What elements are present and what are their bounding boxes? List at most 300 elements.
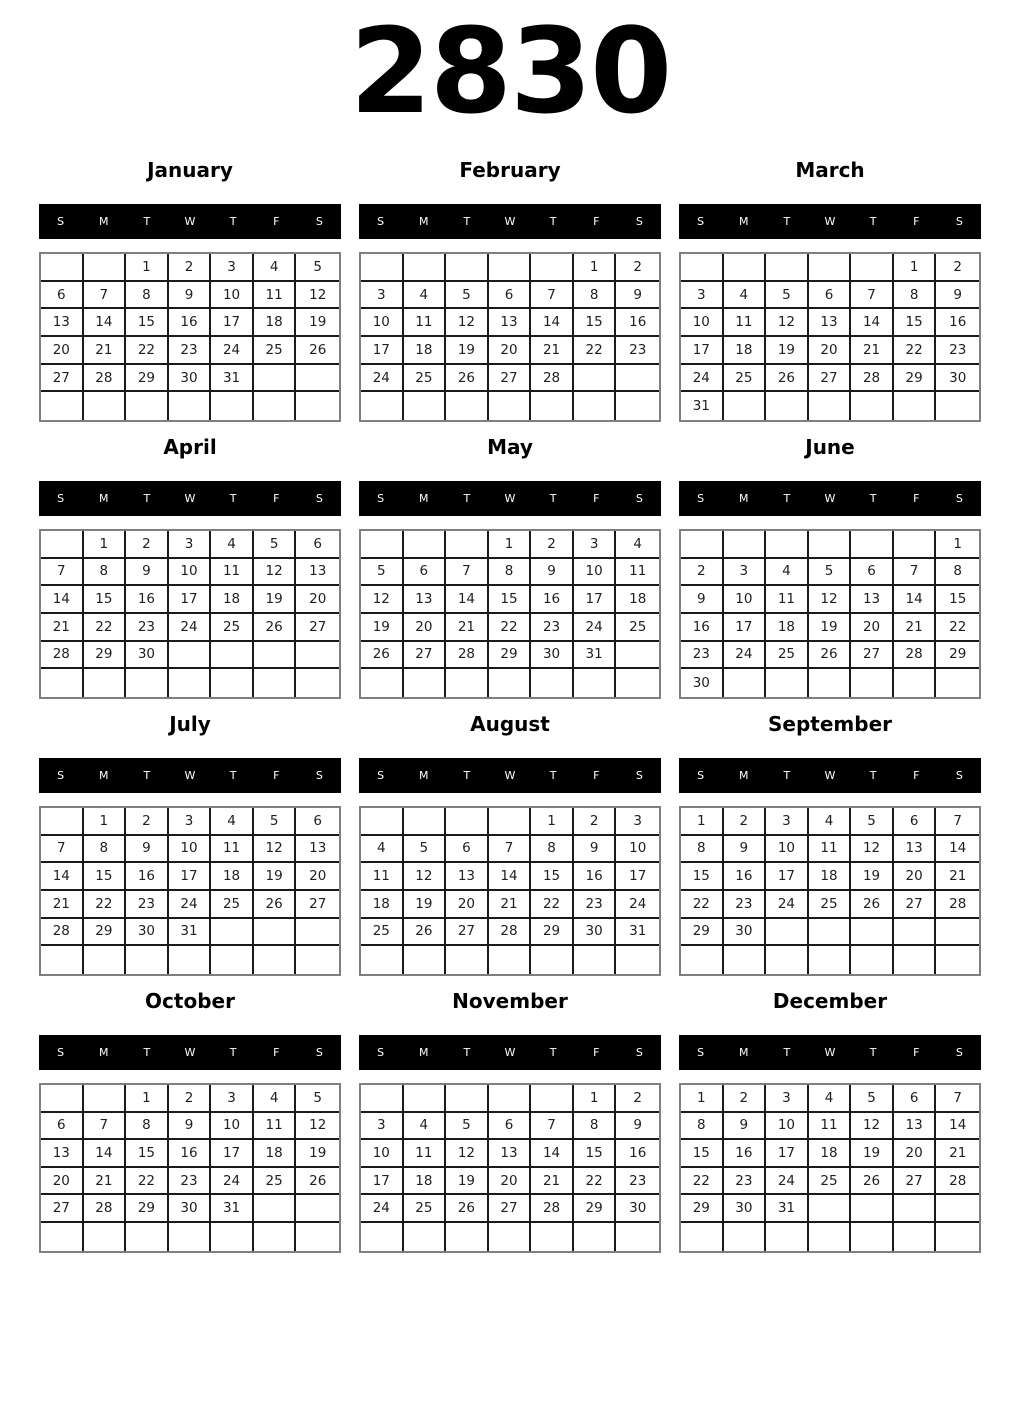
date-cell: 14 [446, 586, 489, 614]
date-cell: 23 [681, 642, 724, 670]
date-cell: 11 [361, 863, 404, 891]
date-cell: 14 [531, 309, 574, 337]
date-cell: 15 [894, 309, 937, 337]
empty-date-cell [446, 808, 489, 836]
date-cell: 15 [489, 586, 532, 614]
empty-date-cell [169, 669, 212, 697]
date-cell: 22 [574, 1168, 617, 1196]
date-cell: 22 [681, 891, 724, 919]
date-cell: 20 [296, 586, 339, 614]
date-cell: 22 [126, 1168, 169, 1196]
date-cell: 18 [254, 309, 297, 337]
date-cell: 3 [211, 1085, 254, 1113]
weekday-label: W [504, 1045, 516, 1059]
date-cell: 12 [446, 1140, 489, 1168]
empty-date-cell [254, 642, 297, 670]
date-cell: 13 [851, 586, 894, 614]
month-block [679, 158, 981, 422]
empty-date-cell [894, 1223, 937, 1251]
weekday-label: F [913, 768, 920, 782]
date-cell: 10 [574, 559, 617, 587]
month-title: December [772, 988, 888, 1013]
weekday-header-row [39, 758, 341, 793]
empty-date-cell [724, 669, 767, 697]
empty-date-cell [296, 392, 339, 420]
empty-date-cell [296, 946, 339, 974]
weekday-label: S [377, 215, 385, 229]
date-cell: 4 [404, 1113, 447, 1141]
date-cell: 23 [616, 337, 659, 365]
date-cell: 13 [296, 836, 339, 864]
date-cell: 11 [254, 282, 297, 310]
date-cell: 27 [489, 365, 532, 393]
date-cell: 24 [211, 337, 254, 365]
date-cell: 30 [724, 919, 767, 947]
date-cell: 20 [489, 337, 532, 365]
weekday-label: F [913, 1045, 920, 1059]
empty-date-cell [84, 254, 127, 282]
empty-date-cell [489, 808, 532, 836]
date-cell: 9 [169, 1113, 212, 1141]
date-cell: 20 [404, 614, 447, 642]
date-cell: 22 [84, 614, 127, 642]
date-cell: 9 [724, 1113, 767, 1141]
date-cell: 6 [894, 808, 937, 836]
weekday-label: M [98, 491, 109, 505]
empty-date-cell [766, 254, 809, 282]
date-cell: 26 [766, 365, 809, 393]
date-cell: 5 [296, 254, 339, 282]
date-cell: 11 [766, 586, 809, 614]
empty-date-cell [766, 669, 809, 697]
weekday-label: S [315, 215, 323, 229]
weekday-label: S [57, 215, 65, 229]
weekday-label: S [315, 1045, 323, 1059]
date-cell: 3 [361, 282, 404, 310]
weekday-label: M [738, 491, 749, 505]
weekday-label: S [315, 491, 323, 505]
weekday-header-row [679, 204, 981, 239]
empty-date-cell [531, 1085, 574, 1113]
date-grid [679, 252, 981, 422]
weekday-header-row [679, 1035, 981, 1070]
empty-date-cell [531, 254, 574, 282]
date-cell: 27 [296, 614, 339, 642]
weekday-label: M [738, 215, 749, 229]
empty-date-cell [724, 946, 767, 974]
empty-date-cell [404, 669, 447, 697]
weekday-label: F [273, 1045, 280, 1059]
date-cell: 13 [404, 586, 447, 614]
date-cell: 30 [169, 1195, 212, 1223]
date-cell: 15 [126, 309, 169, 337]
date-cell: 1 [574, 254, 617, 282]
month-title: February [459, 158, 561, 183]
date-cell: 22 [531, 891, 574, 919]
weekday-label: T [143, 1045, 151, 1059]
empty-date-cell [296, 919, 339, 947]
empty-date-cell [809, 392, 852, 420]
month-block [679, 435, 981, 699]
date-cell: 23 [724, 1168, 767, 1196]
date-cell: 6 [296, 808, 339, 836]
date-cell: 1 [84, 808, 127, 836]
date-cell: 31 [211, 365, 254, 393]
date-cell: 26 [254, 891, 297, 919]
date-cell: 20 [809, 337, 852, 365]
month-block [359, 158, 661, 422]
date-grid [679, 806, 981, 976]
empty-date-cell [126, 669, 169, 697]
date-cell: 10 [361, 309, 404, 337]
date-cell: 3 [574, 531, 617, 559]
date-cell: 13 [489, 1140, 532, 1168]
date-cell: 13 [41, 309, 84, 337]
date-cell: 1 [574, 1085, 617, 1113]
date-cell: 1 [681, 808, 724, 836]
empty-date-cell [531, 1223, 574, 1251]
date-cell: 23 [724, 891, 767, 919]
empty-date-cell [254, 1223, 297, 1251]
date-cell: 7 [936, 1085, 979, 1113]
date-cell: 4 [809, 808, 852, 836]
date-cell: 21 [936, 863, 979, 891]
empty-date-cell [616, 365, 659, 393]
weekday-label: W [824, 1045, 836, 1059]
months-grid [0, 158, 1020, 1253]
date-cell: 8 [681, 1113, 724, 1141]
date-cell: 20 [894, 1140, 937, 1168]
empty-date-cell [446, 669, 489, 697]
date-cell: 4 [616, 531, 659, 559]
date-cell: 18 [766, 614, 809, 642]
date-grid [359, 252, 661, 422]
date-cell: 14 [489, 863, 532, 891]
weekday-label: T [869, 215, 877, 229]
empty-date-cell [404, 392, 447, 420]
weekday-label: T [549, 215, 557, 229]
date-cell: 25 [724, 365, 767, 393]
empty-date-cell [211, 919, 254, 947]
date-cell: 26 [361, 642, 404, 670]
date-cell: 25 [211, 614, 254, 642]
empty-date-cell [851, 669, 894, 697]
empty-date-cell [361, 392, 404, 420]
date-cell: 17 [169, 586, 212, 614]
weekday-label: T [549, 768, 557, 782]
date-cell: 3 [616, 808, 659, 836]
date-cell: 11 [809, 836, 852, 864]
weekday-label: F [273, 491, 280, 505]
weekday-label: M [98, 1045, 109, 1059]
date-cell: 14 [41, 586, 84, 614]
empty-date-cell [894, 531, 937, 559]
empty-date-cell [296, 1195, 339, 1223]
date-cell: 14 [851, 309, 894, 337]
month-block [39, 435, 341, 699]
date-grid [39, 529, 341, 699]
date-cell: 27 [489, 1195, 532, 1223]
date-cell: 23 [616, 1168, 659, 1196]
date-cell: 7 [41, 836, 84, 864]
weekday-label: T [143, 491, 151, 505]
weekday-label: W [504, 215, 516, 229]
empty-date-cell [404, 808, 447, 836]
date-cell: 17 [169, 863, 212, 891]
empty-date-cell [126, 392, 169, 420]
weekday-label: S [635, 215, 643, 229]
weekday-label: T [463, 1045, 471, 1059]
date-cell: 15 [681, 1140, 724, 1168]
date-cell: 18 [404, 337, 447, 365]
date-cell: 15 [126, 1140, 169, 1168]
date-cell: 3 [766, 808, 809, 836]
date-cell: 19 [446, 1168, 489, 1196]
date-cell: 10 [211, 1113, 254, 1141]
date-cell: 4 [254, 1085, 297, 1113]
date-cell: 24 [616, 891, 659, 919]
weekday-label: M [98, 215, 109, 229]
date-cell: 29 [126, 365, 169, 393]
date-cell: 12 [851, 1113, 894, 1141]
month-block [359, 712, 661, 976]
empty-date-cell [41, 392, 84, 420]
empty-date-cell [296, 642, 339, 670]
weekday-label: W [824, 215, 836, 229]
date-cell: 13 [894, 1113, 937, 1141]
date-cell: 23 [169, 1168, 212, 1196]
date-cell: 24 [724, 642, 767, 670]
date-cell: 3 [724, 559, 767, 587]
empty-date-cell [851, 1195, 894, 1223]
date-cell: 10 [211, 282, 254, 310]
date-cell: 16 [616, 309, 659, 337]
month-title: August [470, 711, 550, 736]
empty-date-cell [936, 1223, 979, 1251]
date-cell: 16 [681, 614, 724, 642]
date-cell: 16 [126, 863, 169, 891]
date-cell: 10 [766, 836, 809, 864]
weekday-label: S [57, 768, 65, 782]
date-cell: 4 [809, 1085, 852, 1113]
weekday-label: F [593, 1045, 600, 1059]
weekday-label: T [549, 1045, 557, 1059]
date-cell: 29 [531, 919, 574, 947]
date-cell: 3 [169, 808, 212, 836]
date-cell: 1 [126, 1085, 169, 1113]
empty-date-cell [489, 946, 532, 974]
empty-date-cell [574, 365, 617, 393]
date-cell: 2 [616, 1085, 659, 1113]
date-cell: 25 [809, 1168, 852, 1196]
empty-date-cell [361, 531, 404, 559]
date-cell: 21 [894, 614, 937, 642]
date-cell: 26 [254, 614, 297, 642]
date-cell: 28 [894, 642, 937, 670]
date-cell: 25 [404, 1195, 447, 1223]
date-cell: 7 [531, 1113, 574, 1141]
weekday-label: S [635, 1045, 643, 1059]
date-cell: 20 [41, 337, 84, 365]
empty-date-cell [126, 1223, 169, 1251]
date-cell: 28 [446, 642, 489, 670]
empty-date-cell [361, 946, 404, 974]
weekday-label: F [593, 768, 600, 782]
date-cell: 2 [681, 559, 724, 587]
date-cell: 12 [851, 836, 894, 864]
date-cell: 26 [851, 891, 894, 919]
weekday-label: W [504, 491, 516, 505]
date-cell: 27 [404, 642, 447, 670]
empty-date-cell [489, 1223, 532, 1251]
date-cell: 18 [211, 863, 254, 891]
date-cell: 31 [169, 919, 212, 947]
weekday-label: T [783, 1045, 791, 1059]
weekday-header-row [39, 204, 341, 239]
date-cell: 2 [169, 1085, 212, 1113]
date-cell: 8 [84, 559, 127, 587]
date-cell: 6 [894, 1085, 937, 1113]
date-cell: 8 [126, 282, 169, 310]
date-cell: 4 [404, 282, 447, 310]
empty-date-cell [446, 1085, 489, 1113]
empty-date-cell [254, 669, 297, 697]
date-cell: 30 [169, 365, 212, 393]
weekday-label: F [593, 491, 600, 505]
date-cell: 4 [724, 282, 767, 310]
empty-date-cell [894, 1195, 937, 1223]
empty-date-cell [809, 946, 852, 974]
date-grid [679, 1083, 981, 1253]
empty-date-cell [41, 531, 84, 559]
date-cell: 23 [126, 614, 169, 642]
empty-date-cell [361, 808, 404, 836]
empty-date-cell [574, 1223, 617, 1251]
date-cell: 29 [681, 919, 724, 947]
month-title: April [163, 434, 217, 459]
date-cell: 23 [126, 891, 169, 919]
date-cell: 14 [84, 1140, 127, 1168]
date-cell: 20 [894, 863, 937, 891]
date-cell: 29 [681, 1195, 724, 1223]
empty-date-cell [211, 946, 254, 974]
empty-date-cell [616, 946, 659, 974]
weekday-label: S [377, 1045, 385, 1059]
month-title: January [147, 158, 233, 183]
weekday-header-row [39, 1035, 341, 1070]
date-cell: 28 [531, 365, 574, 393]
date-cell: 18 [254, 1140, 297, 1168]
date-cell: 8 [936, 559, 979, 587]
date-cell: 7 [851, 282, 894, 310]
date-cell: 17 [616, 863, 659, 891]
date-cell: 7 [531, 282, 574, 310]
month-title: July [169, 711, 211, 736]
weekday-label: T [783, 768, 791, 782]
date-cell: 30 [681, 669, 724, 697]
weekday-label: F [593, 215, 600, 229]
date-cell: 12 [766, 309, 809, 337]
date-cell: 25 [404, 365, 447, 393]
date-cell: 25 [211, 891, 254, 919]
date-cell: 17 [724, 614, 767, 642]
weekday-label: T [143, 768, 151, 782]
weekday-label: T [463, 768, 471, 782]
date-cell: 8 [574, 1113, 617, 1141]
date-cell: 11 [616, 559, 659, 587]
weekday-label: T [229, 1045, 237, 1059]
date-cell: 23 [574, 891, 617, 919]
date-cell: 9 [681, 586, 724, 614]
empty-date-cell [41, 669, 84, 697]
empty-date-cell [169, 642, 212, 670]
month-block [679, 712, 981, 976]
date-cell: 27 [894, 1168, 937, 1196]
date-cell: 6 [296, 531, 339, 559]
empty-date-cell [681, 531, 724, 559]
date-cell: 21 [489, 891, 532, 919]
weekday-header-row [359, 204, 661, 239]
date-cell: 20 [446, 891, 489, 919]
date-cell: 30 [126, 919, 169, 947]
date-cell: 18 [809, 1140, 852, 1168]
date-cell: 19 [851, 1140, 894, 1168]
date-cell: 25 [616, 614, 659, 642]
date-cell: 1 [681, 1085, 724, 1113]
date-cell: 2 [126, 808, 169, 836]
empty-date-cell [361, 1085, 404, 1113]
date-cell: 24 [766, 1168, 809, 1196]
date-cell: 3 [766, 1085, 809, 1113]
empty-date-cell [936, 669, 979, 697]
date-cell: 1 [894, 254, 937, 282]
empty-date-cell [489, 669, 532, 697]
date-cell: 21 [531, 337, 574, 365]
date-cell: 1 [936, 531, 979, 559]
date-cell: 19 [809, 614, 852, 642]
date-grid [39, 806, 341, 976]
empty-date-cell [489, 392, 532, 420]
empty-date-cell [361, 254, 404, 282]
date-cell: 26 [446, 365, 489, 393]
weekday-label: S [955, 1045, 963, 1059]
date-cell: 8 [894, 282, 937, 310]
date-cell: 18 [724, 337, 767, 365]
date-cell: 19 [766, 337, 809, 365]
date-cell: 4 [766, 559, 809, 587]
date-cell: 14 [41, 863, 84, 891]
date-cell: 19 [851, 863, 894, 891]
empty-date-cell [489, 254, 532, 282]
date-cell: 9 [574, 836, 617, 864]
date-cell: 17 [766, 1140, 809, 1168]
date-cell: 30 [531, 642, 574, 670]
date-cell: 2 [126, 531, 169, 559]
empty-date-cell [724, 1223, 767, 1251]
date-cell: 17 [574, 586, 617, 614]
date-cell: 6 [851, 559, 894, 587]
date-cell: 20 [489, 1168, 532, 1196]
weekday-label: T [229, 768, 237, 782]
date-cell: 5 [446, 282, 489, 310]
empty-date-cell [681, 946, 724, 974]
date-cell: 5 [851, 808, 894, 836]
date-cell: 22 [489, 614, 532, 642]
date-cell: 28 [936, 1168, 979, 1196]
date-cell: 30 [126, 642, 169, 670]
date-cell: 16 [724, 863, 767, 891]
date-cell: 27 [851, 642, 894, 670]
